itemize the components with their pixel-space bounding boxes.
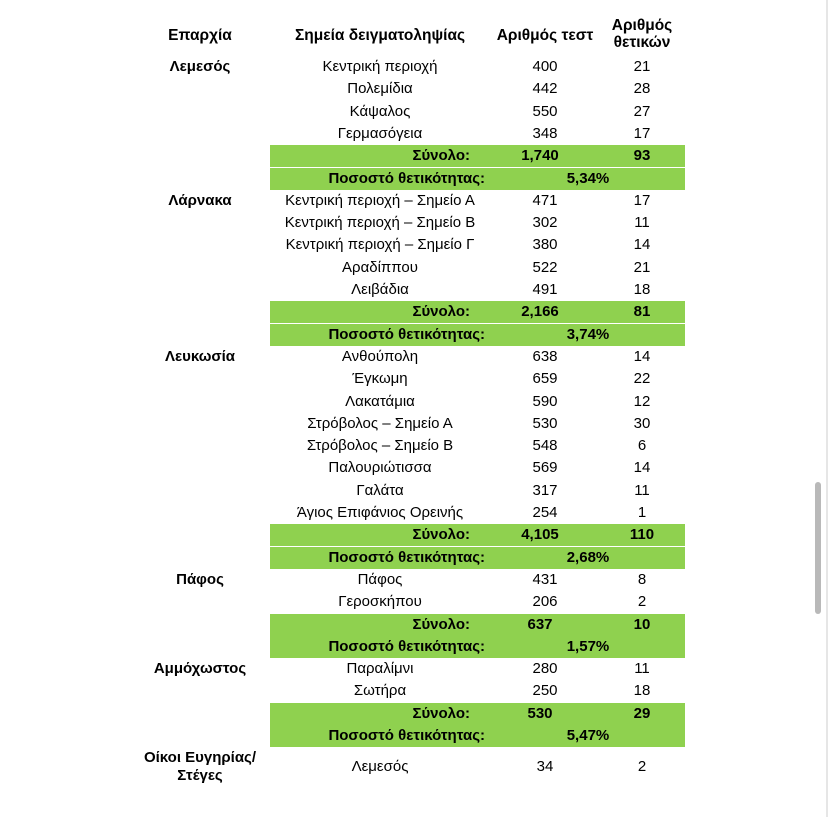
- site-name: Πολεμίδια: [347, 80, 413, 98]
- positives-count: 11: [634, 481, 650, 499]
- tests-count: 317: [532, 481, 558, 499]
- header-province: Επαρχία: [168, 27, 232, 44]
- positivity-label: Ποσοστό θετικότητας:: [328, 548, 485, 566]
- site-name: Σωτήρα: [353, 682, 407, 700]
- site-name: Πάφος: [357, 570, 403, 588]
- province-name: Πάφος: [176, 570, 224, 588]
- tests-count: 431: [532, 570, 558, 588]
- total-row: [270, 301, 685, 323]
- site-name: Παραλίμνι: [346, 660, 414, 678]
- positives-count: 21: [633, 58, 651, 75]
- table-row: [0, 502, 828, 524]
- table-row: [0, 391, 828, 413]
- positives-count: 22: [633, 370, 651, 388]
- header-positives-line2: θετικών: [613, 34, 671, 51]
- positives-count: 18: [633, 682, 651, 700]
- header-site: Σημεία δειγματοληψίας: [294, 27, 466, 44]
- positivity-row: [270, 636, 685, 658]
- positives-count: 14: [633, 236, 651, 254]
- homes-province-line2: Στέγες: [177, 767, 223, 784]
- tests-count: 550: [532, 102, 558, 120]
- table-row: [0, 257, 828, 279]
- table-row: [0, 234, 828, 256]
- site-name: Έγκωμη: [352, 370, 408, 388]
- province-name: Λάρνακα: [168, 191, 232, 209]
- positives-count: 11: [634, 214, 650, 232]
- total-label: Σύνολο:: [412, 526, 470, 544]
- table-row: [0, 78, 828, 100]
- positivity-rate: 2,68%: [566, 548, 610, 566]
- site-name: Στρόβολος – Σημείο Β: [306, 437, 454, 455]
- site-name: Παλουριώτισσα: [328, 459, 432, 477]
- total-label: Σύνολο:: [412, 704, 470, 722]
- positives-count: 2: [637, 758, 647, 775]
- tests-count: 302: [532, 214, 558, 232]
- positives-count: 6: [637, 437, 647, 455]
- table-row: [0, 680, 828, 702]
- site-name: Κεντρική περιοχή – Σημείο Α: [285, 191, 475, 209]
- positivity-row: [270, 324, 685, 346]
- tests-count: 250: [532, 682, 558, 700]
- positivity-row: [270, 547, 685, 569]
- positivity-label: Ποσοστό θετικότητας:: [328, 637, 485, 655]
- total-row: [270, 524, 685, 546]
- total-tests: 2,166: [521, 303, 559, 321]
- tests-count: 34: [536, 758, 554, 775]
- site-name: Λακατάμια: [345, 392, 415, 410]
- site-name: Ανθούπολη: [341, 347, 419, 365]
- table-row: [0, 368, 828, 390]
- tests-count: 569: [532, 459, 558, 477]
- positives-count: 17: [633, 124, 651, 142]
- site-name: Κάψαλος: [349, 102, 411, 120]
- positives-count: 21: [633, 258, 651, 276]
- positivity-row: [270, 725, 685, 747]
- positivity-label: Ποσοστό θετικότητας:: [328, 325, 485, 343]
- table-row: [0, 480, 828, 502]
- site-name: Άγιος Επιφάνιος Ορεινής: [296, 504, 464, 521]
- positivity-rate: 5,47%: [566, 727, 610, 744]
- header-positives: [600, 17, 684, 51]
- tests-count: 206: [532, 593, 558, 611]
- site-name: Κεντρική περιοχή: [322, 58, 438, 75]
- site-name: Λεμεσός: [351, 758, 409, 775]
- table-row: [0, 457, 828, 479]
- table-row: [0, 346, 828, 368]
- total-tests: 4,105: [521, 526, 559, 544]
- total-row: [270, 703, 685, 725]
- positives-count: 30: [633, 414, 651, 432]
- positives-count: 2: [637, 593, 647, 611]
- positives-count: 12: [633, 392, 651, 410]
- positives-count: 17: [633, 191, 651, 209]
- table-row: [0, 101, 828, 123]
- province-name: Λεμεσός: [169, 58, 231, 75]
- total-row: [270, 614, 685, 636]
- total-positives: 29: [633, 704, 651, 722]
- total-positives: 10: [633, 615, 651, 633]
- table-row: [0, 190, 828, 212]
- site-name: Λειβάδια: [351, 281, 409, 298]
- site-name: Στρόβολος – Σημείο Α: [307, 414, 453, 432]
- total-tests: 530: [527, 704, 553, 722]
- header-positives-line1: Αριθμός: [611, 17, 673, 34]
- positivity-label: Ποσοστό θετικότητας:: [328, 169, 485, 187]
- tests-count: 380: [532, 236, 558, 254]
- positives-count: 28: [633, 80, 651, 98]
- total-row: [270, 145, 685, 167]
- province-name: Αμμόχωστος: [153, 660, 247, 678]
- province-name: Λευκωσία: [164, 347, 236, 365]
- positivity-row: [270, 168, 685, 190]
- tests-count: 548: [532, 437, 558, 455]
- positives-count: 18: [633, 281, 651, 298]
- tests-count: 254: [532, 504, 558, 521]
- total-label: Σύνολο:: [412, 147, 470, 165]
- total-tests: 637: [527, 615, 553, 633]
- tests-count: 348: [532, 124, 558, 142]
- site-name: Κεντρική περιοχή – Σημείο Γ: [285, 236, 475, 254]
- tests-count: 522: [532, 258, 558, 276]
- positivity-rate: 3,74%: [566, 325, 610, 343]
- total-tests: 1,740: [521, 147, 559, 165]
- tests-count: 471: [532, 191, 558, 209]
- tests-count: 491: [532, 281, 558, 298]
- site-name: Γερμασόγεια: [337, 124, 423, 142]
- header-tests: Αριθμός τεστ: [496, 27, 594, 44]
- table-row: [0, 279, 828, 301]
- table-row: [0, 756, 828, 778]
- homes-province-line1: Οίκοι Ευγηρίας/: [143, 749, 257, 766]
- table-row: [0, 212, 828, 234]
- total-positives: 93: [633, 147, 651, 165]
- site-name: Αραδίππου: [342, 258, 418, 276]
- total-label: Σύνολο:: [412, 615, 470, 633]
- tests-count: 400: [532, 58, 558, 75]
- positives-count: 11: [634, 660, 650, 678]
- table-row: [0, 56, 828, 78]
- positivity-rate: 5,34%: [566, 169, 610, 187]
- positives-count: 14: [633, 347, 651, 365]
- tests-count: 530: [532, 414, 558, 432]
- site-name: Κεντρική περιοχή – Σημείο Β: [284, 214, 476, 232]
- positivity-rate: 1,57%: [566, 637, 610, 655]
- total-positives: 110: [629, 526, 655, 544]
- positivity-label: Ποσοστό θετικότητας:: [328, 727, 485, 744]
- positives-count: 27: [633, 102, 651, 120]
- tests-count: 659: [532, 370, 558, 388]
- positives-count: 8: [637, 570, 647, 588]
- table-row: [0, 123, 828, 145]
- table-row: [0, 435, 828, 457]
- table-row: [0, 591, 828, 613]
- positives-count: 14: [633, 459, 651, 477]
- total-label: Σύνολο:: [412, 303, 470, 321]
- tests-count: 280: [532, 660, 558, 678]
- table-row: [0, 413, 828, 435]
- tests-count: 638: [532, 347, 558, 365]
- table-row: [0, 569, 828, 591]
- site-name: Γεροσκήπου: [338, 593, 422, 611]
- total-positives: 81: [633, 303, 651, 321]
- tests-count: 590: [532, 392, 558, 410]
- table-row: [0, 658, 828, 680]
- site-name: Γαλάτα: [356, 481, 404, 499]
- tests-count: 442: [532, 80, 558, 98]
- positives-count: 1: [637, 504, 647, 521]
